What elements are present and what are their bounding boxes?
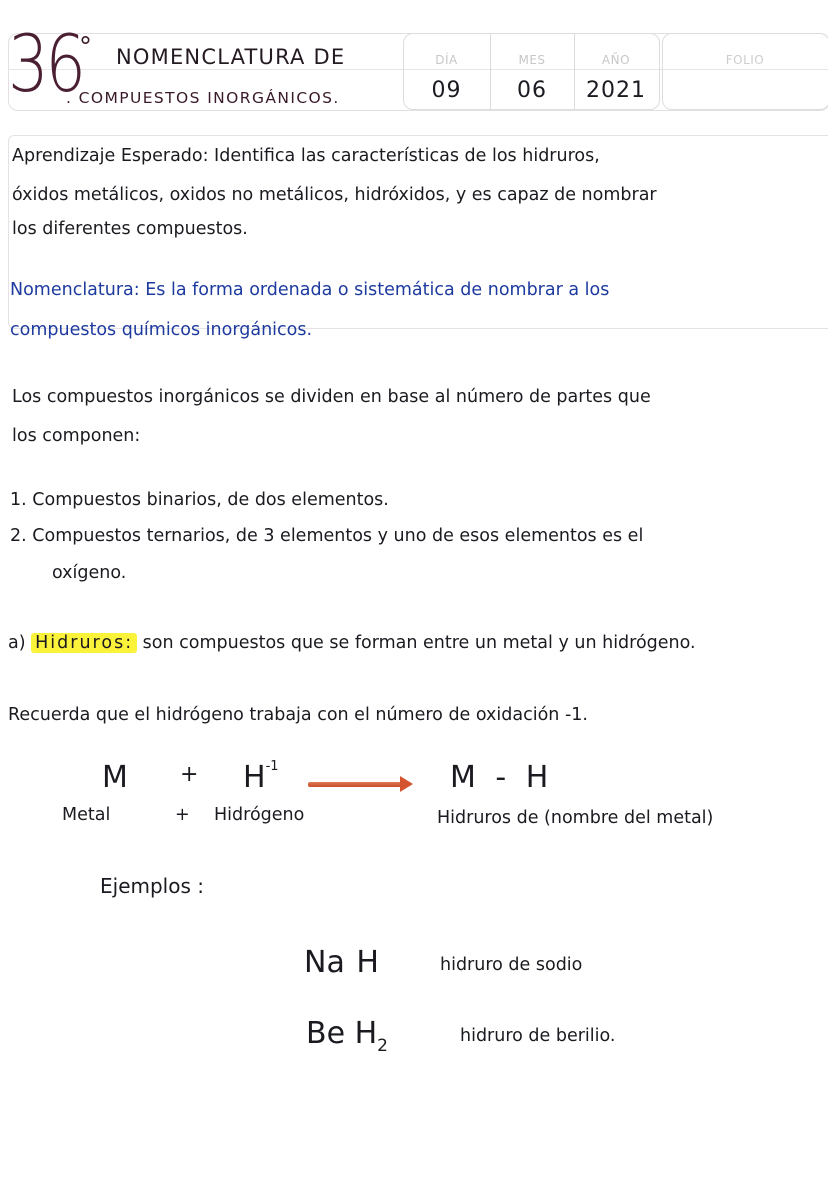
reaction-arrow-icon (308, 782, 404, 787)
hydrides-definition-text: son compuestos que se forman entre un metal y un hidrógeno. (142, 633, 696, 653)
day-value: 09 (431, 78, 462, 103)
example-formula: Na H (304, 945, 379, 980)
example-formula: Be $H_2$ (306, 1016, 388, 1056)
objective-line: óxidos metálicos, oxidos no metálicos, hidróxidos, y es capaz de nombrar (12, 185, 657, 205)
definition-line: Nomenclatura: Es la forma ordenada o sistemática de nombrar a los (10, 280, 610, 300)
definition-line: compuestos químicos inorgánicos. (10, 320, 313, 340)
example-name: hidruro de sodio (440, 955, 583, 975)
objective-line: los diferentes compuestos. (12, 219, 248, 239)
month-value: 06 (517, 78, 547, 103)
list-number: 2. (10, 526, 27, 546)
folio-label: FOLIO (725, 53, 765, 67)
list-text: Compuestos binarios, de dos elementos. (32, 490, 389, 510)
subscript: 2 (377, 1036, 388, 1056)
degree-symbol: ° (79, 32, 92, 62)
page-title-line2: . COMPUESTOS INORGÁNICOS. (66, 89, 340, 107)
oxidation-number: -1 (265, 759, 279, 774)
hydrides-definition (8, 633, 696, 653)
list-text-continuation: oxígeno. (52, 563, 127, 583)
page-title-line1: NOMENCLATURA DE (116, 45, 346, 69)
lesson-number: 36 (8, 20, 83, 110)
classification-intro: Los compuestos inorgánicos se dividen en base al número de partes que (12, 387, 651, 407)
classification-intro: los componen: (12, 426, 141, 446)
hydrides-reminder: Recuerda que el hidrógeno trabaja con el número de oxidación -1. (8, 705, 588, 725)
reactant-hydrogen: $H^{-1}$ (243, 759, 279, 795)
reactant-metal: M (102, 760, 128, 795)
list-item (10, 490, 389, 510)
section-marker: a) (8, 633, 26, 653)
folio-box (662, 33, 828, 110)
examples-heading: Ejemplos : (100, 874, 204, 898)
product-formula: M - H (450, 760, 549, 795)
list-text: Compuestos ternarios, de 3 elementos y uno de esos elementos es el (32, 526, 644, 546)
day-label: DÍA (435, 53, 458, 67)
highlighted-term: Hidruros: (31, 633, 137, 653)
year-value: 2021 (586, 78, 646, 103)
objective-line: Aprendizaje Esperado: Identifica las características de los hidruros, (12, 146, 600, 166)
list-number: 1. (10, 490, 27, 510)
label-product: Hidruros de (nombre del metal) (437, 808, 714, 828)
label-plus: + (175, 805, 190, 825)
year-label: AÑO (601, 53, 631, 67)
list-item (10, 526, 643, 546)
reaction-arrow-head-icon (400, 776, 413, 792)
label-metal: Metal (62, 805, 111, 825)
month-label: MES (518, 53, 546, 67)
reaction-plus: + (180, 762, 199, 787)
example-name: hidruro de berilio. (460, 1026, 616, 1046)
label-hydrogen: Hidrógeno (214, 805, 305, 825)
